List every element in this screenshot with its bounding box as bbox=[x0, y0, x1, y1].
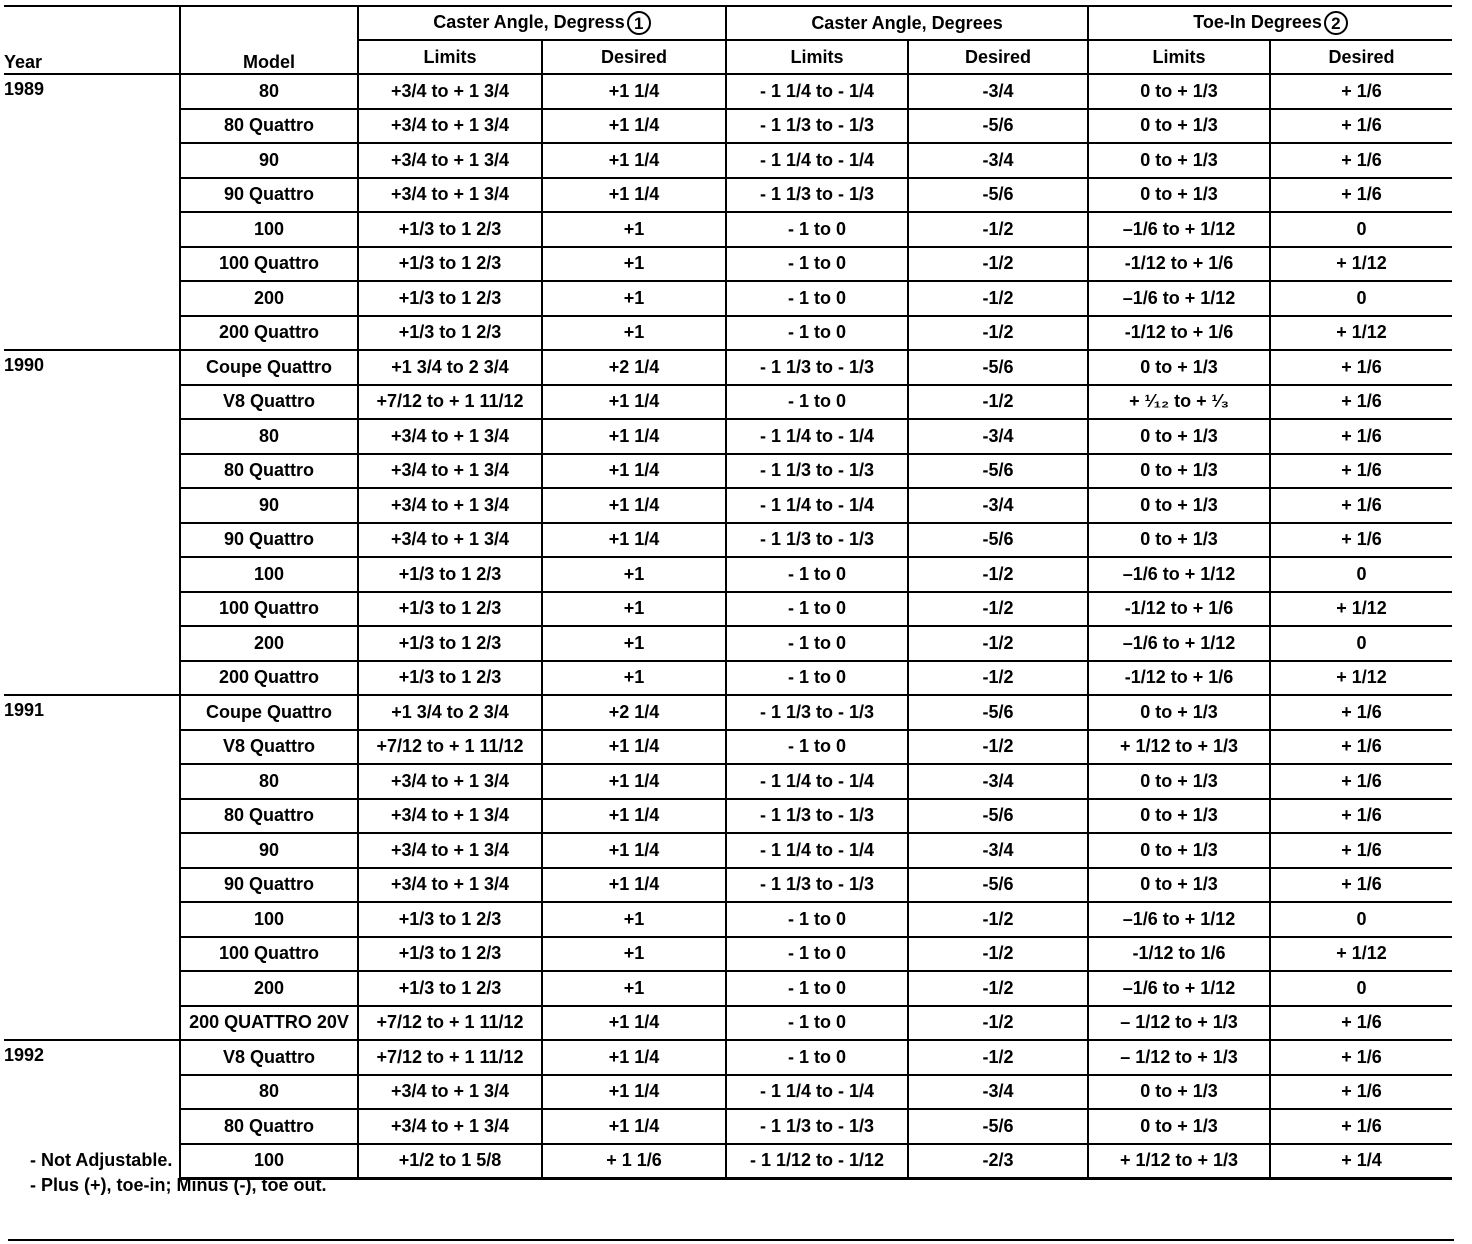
table-row bbox=[4, 419, 1452, 454]
caster-2-desired-cell: -1/2 bbox=[908, 385, 1088, 420]
caster-2-desired-cell: -1/2 bbox=[908, 1040, 1088, 1075]
caster-2-limits-cell: - 1 1/4 to - 1/4 bbox=[726, 419, 908, 454]
toe-in-desired-cell: + 1/6 bbox=[1270, 74, 1452, 109]
caster-1-limits-cell: +7/12 to + 1 11/12 bbox=[358, 730, 542, 765]
toe-in-desired-cell: + 1/6 bbox=[1270, 868, 1452, 903]
caster-2-desired-cell: -5/6 bbox=[908, 868, 1088, 903]
model-cell: 100 bbox=[180, 212, 358, 247]
caster-2-desired-cell: -5/6 bbox=[908, 350, 1088, 385]
caster-2-desired-cell: -5/6 bbox=[908, 178, 1088, 213]
table-row bbox=[4, 1109, 1452, 1144]
footnotes bbox=[30, 1148, 326, 1198]
caster-1-desired-cell: +1 1/4 bbox=[542, 1006, 726, 1041]
toe-in-limits-cell: 0 to + 1/3 bbox=[1088, 419, 1270, 454]
caster-1-limits-cell: +3/4 to + 1 3/4 bbox=[358, 454, 542, 489]
toe-in-desired-cell: 0 bbox=[1270, 971, 1452, 1006]
caster-2-limits-cell: - 1 1/3 to - 1/3 bbox=[726, 868, 908, 903]
model-cell: 80 bbox=[180, 764, 358, 799]
toe-in-limits-cell: + 1/12 to + 1/3 bbox=[1088, 730, 1270, 765]
caster-2-limits-cell: - 1 1/3 to - 1/3 bbox=[726, 350, 908, 385]
caster-1-limits-cell: +7/12 to + 1 11/12 bbox=[358, 385, 542, 420]
model-cell: 200 Quattro bbox=[180, 661, 358, 696]
caster-1-limits-cell: +3/4 to + 1 3/4 bbox=[358, 1075, 542, 1110]
caster-2-desired-cell: -5/6 bbox=[908, 695, 1088, 730]
toe-in-limits-cell: –1/6 to + 1/12 bbox=[1088, 557, 1270, 592]
toe-in-desired-cell: + 1/12 bbox=[1270, 316, 1452, 351]
model-cell: 90 Quattro bbox=[180, 178, 358, 213]
toe-in-desired-cell: + 1/6 bbox=[1270, 695, 1452, 730]
toe-in-desired-cell: 0 bbox=[1270, 281, 1452, 316]
caster-1-desired-cell: +1 bbox=[542, 557, 726, 592]
year-header: Year bbox=[4, 6, 180, 74]
toe-in-limits-cell: 0 to + 1/3 bbox=[1088, 178, 1270, 213]
caster-2-limits-cell: - 1 to 0 bbox=[726, 661, 908, 696]
toe-in-limits-cell: 0 to + 1/3 bbox=[1088, 1075, 1270, 1110]
toe-in-desired-cell: + 1/6 bbox=[1270, 799, 1452, 834]
toe-in-desired-cell: 0 bbox=[1270, 902, 1452, 937]
caster-1-desired-cell: +1 bbox=[542, 316, 726, 351]
caster-1-limits-cell: +1/3 to 1 2/3 bbox=[358, 247, 542, 282]
toe-in-desired-cell: + 1/6 bbox=[1270, 1109, 1452, 1144]
model-cell: V8 Quattro bbox=[180, 385, 358, 420]
toe-in-limits-cell: 0 to + 1/3 bbox=[1088, 454, 1270, 489]
caster-1-limits-cell: +1/3 to 1 2/3 bbox=[358, 557, 542, 592]
caster-2-limits-cell: - 1 1/4 to - 1/4 bbox=[726, 143, 908, 178]
model-cell: 90 Quattro bbox=[180, 523, 358, 558]
toe-in-limits-cell: 0 to + 1/3 bbox=[1088, 868, 1270, 903]
model-cell: V8 Quattro bbox=[180, 730, 358, 765]
table-row bbox=[4, 212, 1452, 247]
caster-2-limits-cell: - 1 to 0 bbox=[726, 971, 908, 1006]
caster-2-limits-cell: - 1 1/4 to - 1/4 bbox=[726, 833, 908, 868]
caster-1-limits-cell: +3/4 to + 1 3/4 bbox=[358, 1109, 542, 1144]
caster-1-desired-cell: +1 1/4 bbox=[542, 178, 726, 213]
caster-2-limits-cell: - 1 to 0 bbox=[726, 1040, 908, 1075]
caster-2-desired-cell: -1/2 bbox=[908, 212, 1088, 247]
caster-2-limits-cell: - 1 to 0 bbox=[726, 557, 908, 592]
model-cell: 80 Quattro bbox=[180, 454, 358, 489]
caster-1-limits-cell: +3/4 to + 1 3/4 bbox=[358, 833, 542, 868]
table-row bbox=[4, 868, 1452, 903]
year-label: 1989 bbox=[4, 79, 45, 99]
caster-2-limits-cell: - 1 to 0 bbox=[726, 385, 908, 420]
caster-1-limits-cell: +3/4 to + 1 3/4 bbox=[358, 868, 542, 903]
caster-1-desired-cell: +1 bbox=[542, 592, 726, 627]
toe-in-desired-cell: + 1/6 bbox=[1270, 454, 1452, 489]
toe-in-desired-cell: + 1/12 bbox=[1270, 661, 1452, 696]
model-cell: 100 bbox=[180, 1144, 358, 1179]
toe-in-limits-cell: + ¹⁄₁₂ to + ¹⁄₃ bbox=[1088, 385, 1270, 420]
desired-header: Desired bbox=[908, 40, 1088, 74]
model-cell: 90 bbox=[180, 833, 358, 868]
toe-in-limits-cell: -1/12 to + 1/6 bbox=[1088, 316, 1270, 351]
caster-1-desired-cell: +1 1/4 bbox=[542, 799, 726, 834]
model-cell: 200 bbox=[180, 281, 358, 316]
caster-1-desired-cell: +1 1/4 bbox=[542, 868, 726, 903]
model-cell: Coupe Quattro bbox=[180, 350, 358, 385]
caster-2-limits-cell: - 1 to 0 bbox=[726, 247, 908, 282]
toe-in-limits-cell: 0 to + 1/3 bbox=[1088, 488, 1270, 523]
caster-2-desired-cell: -3/4 bbox=[908, 1075, 1088, 1110]
table-row bbox=[4, 1075, 1452, 1110]
caster-2-desired-cell: -1/2 bbox=[908, 937, 1088, 972]
table-row bbox=[4, 316, 1452, 351]
caster-1-limits-cell: +1/3 to 1 2/3 bbox=[358, 971, 542, 1006]
caster-1-limits-cell: +1/3 to 1 2/3 bbox=[358, 661, 542, 696]
toe-in-limits-cell: –1/6 to + 1/12 bbox=[1088, 626, 1270, 661]
caster-1-limits-cell: +1/3 to 1 2/3 bbox=[358, 592, 542, 627]
table-row bbox=[4, 488, 1452, 523]
toe-in-limits-cell: 0 to + 1/3 bbox=[1088, 833, 1270, 868]
model-cell: 200 bbox=[180, 971, 358, 1006]
toe-in-limits-cell: 0 to + 1/3 bbox=[1088, 1109, 1270, 1144]
caster-1-desired-cell: +1 bbox=[542, 212, 726, 247]
caster-group-1-header: Caster Angle, Degress 1 bbox=[358, 6, 726, 40]
caster-2-desired-cell: -1/2 bbox=[908, 557, 1088, 592]
caster-1-desired-cell: +1 1/4 bbox=[542, 109, 726, 144]
limits-header: Limits bbox=[726, 40, 908, 74]
caster-2-limits-cell: - 1 1/3 to - 1/3 bbox=[726, 523, 908, 558]
table-row bbox=[4, 661, 1452, 696]
toe-in-limits-cell: – 1/12 to + 1/3 bbox=[1088, 1040, 1270, 1075]
caster-1-limits-cell: +1/3 to 1 2/3 bbox=[358, 626, 542, 661]
caster-1-desired-cell: +1 1/4 bbox=[542, 730, 726, 765]
caster-1-desired-cell: +1 1/4 bbox=[542, 488, 726, 523]
model-cell: 90 bbox=[180, 143, 358, 178]
caster-2-limits-cell: - 1 to 0 bbox=[726, 1006, 908, 1041]
model-cell: 100 bbox=[180, 557, 358, 592]
toe-in-desired-cell: + 1/6 bbox=[1270, 1006, 1452, 1041]
caster-2-desired-cell: -3/4 bbox=[908, 143, 1088, 178]
caster-1-limits-cell: +1/3 to 1 2/3 bbox=[358, 281, 542, 316]
caster-2-limits-cell: - 1 1/4 to - 1/4 bbox=[726, 74, 908, 109]
model-header: Model bbox=[180, 6, 358, 74]
footnote-marker-1: 1 bbox=[627, 11, 651, 35]
toe-in-desired-cell: + 1/6 bbox=[1270, 488, 1452, 523]
table-row bbox=[4, 385, 1452, 420]
caster-2-limits-cell: - 1 to 0 bbox=[726, 730, 908, 765]
caster-2-limits-cell: - 1 to 0 bbox=[726, 316, 908, 351]
toe-in-desired-cell: + 1/6 bbox=[1270, 419, 1452, 454]
caster-2-desired-cell: -1/2 bbox=[908, 316, 1088, 351]
table-row bbox=[4, 350, 1452, 385]
model-cell: 90 bbox=[180, 488, 358, 523]
table-row bbox=[4, 799, 1452, 834]
caster-1-desired-cell: +1 1/4 bbox=[542, 523, 726, 558]
toe-in-limits-cell: -1/12 to + 1/6 bbox=[1088, 592, 1270, 627]
toe-in-desired-cell: + 1/6 bbox=[1270, 730, 1452, 765]
toe-in-desired-cell: + 1/12 bbox=[1270, 247, 1452, 282]
table-row bbox=[4, 902, 1452, 937]
alignment-spec-table bbox=[4, 5, 1452, 1180]
caster-2-limits-cell: - 1 1/12 to - 1/12 bbox=[726, 1144, 908, 1179]
caster-2-limits-cell: - 1 to 0 bbox=[726, 592, 908, 627]
table-row bbox=[4, 178, 1452, 213]
model-cell: 100 Quattro bbox=[180, 592, 358, 627]
caster-2-desired-cell: -5/6 bbox=[908, 799, 1088, 834]
toe-in-desired-cell: + 1/6 bbox=[1270, 178, 1452, 213]
model-cell: 80 bbox=[180, 419, 358, 454]
caster-1-limits-cell: +1/3 to 1 2/3 bbox=[358, 937, 542, 972]
model-cell: 80 Quattro bbox=[180, 799, 358, 834]
toe-in-desired-cell: + 1/6 bbox=[1270, 109, 1452, 144]
table-row bbox=[4, 833, 1452, 868]
toe-in-limits-cell: –1/6 to + 1/12 bbox=[1088, 212, 1270, 247]
toe-in-limits-cell: –1/6 to + 1/12 bbox=[1088, 902, 1270, 937]
caster-1-desired-cell: +1 1/4 bbox=[542, 1040, 726, 1075]
caster-2-limits-cell: - 1 1/3 to - 1/3 bbox=[726, 695, 908, 730]
caster-1-desired-cell: +1 bbox=[542, 281, 726, 316]
table-row bbox=[4, 695, 1452, 730]
caster-2-desired-cell: -1/2 bbox=[908, 730, 1088, 765]
model-cell: 80 Quattro bbox=[180, 1109, 358, 1144]
caster-2-limits-cell: - 1 1/3 to - 1/3 bbox=[726, 109, 908, 144]
caster-1-limits-cell: +1/3 to 1 2/3 bbox=[358, 902, 542, 937]
caster-2-limits-cell: - 1 1/4 to - 1/4 bbox=[726, 1075, 908, 1110]
year-label: 1991 bbox=[4, 700, 45, 720]
caster-1-desired-cell: +1 bbox=[542, 626, 726, 661]
caster-1-desired-cell: +1 bbox=[542, 971, 726, 1006]
toe-in-desired-cell: 0 bbox=[1270, 212, 1452, 247]
caster-1-desired-cell: +1 bbox=[542, 937, 726, 972]
toe-in-desired-cell: + 1/4 bbox=[1270, 1144, 1452, 1179]
caster-1-limits-cell: +3/4 to + 1 3/4 bbox=[358, 764, 542, 799]
desired-header: Desired bbox=[542, 40, 726, 74]
caster-2-desired-cell: -5/6 bbox=[908, 109, 1088, 144]
caster-2-desired-cell: -1/2 bbox=[908, 971, 1088, 1006]
table-row bbox=[4, 937, 1452, 972]
year-cell bbox=[4, 350, 180, 695]
caster-1-limits-cell: +3/4 to + 1 3/4 bbox=[358, 74, 542, 109]
toe-in-desired-cell: 0 bbox=[1270, 626, 1452, 661]
caster-2-desired-cell: -5/6 bbox=[908, 454, 1088, 489]
caster-1-limits-cell: +1/3 to 1 2/3 bbox=[358, 212, 542, 247]
caster-1-desired-cell: +1 bbox=[542, 902, 726, 937]
table-row bbox=[4, 454, 1452, 489]
caster-2-limits-cell: - 1 1/4 to - 1/4 bbox=[726, 488, 908, 523]
caster-2-desired-cell: -3/4 bbox=[908, 419, 1088, 454]
toe-in-desired-cell: + 1/6 bbox=[1270, 1040, 1452, 1075]
caster-1-limits-cell: +3/4 to + 1 3/4 bbox=[358, 523, 542, 558]
caster-2-limits-cell: - 1 1/4 to - 1/4 bbox=[726, 764, 908, 799]
desired-header: Desired bbox=[1328, 46, 1395, 67]
caster-2-desired-cell: -5/6 bbox=[908, 523, 1088, 558]
toe-in-limits-cell: + 1/12 to + 1/3 bbox=[1088, 1144, 1270, 1179]
caster-1-desired-cell: +1 1/4 bbox=[542, 1075, 726, 1110]
toe-in-limits-cell: 0 to + 1/3 bbox=[1088, 74, 1270, 109]
caster-1-desired-cell: +1 1/4 bbox=[542, 385, 726, 420]
toe-in-limits-cell: –1/6 to + 1/12 bbox=[1088, 281, 1270, 316]
caster-1-limits-cell: +3/4 to + 1 3/4 bbox=[358, 109, 542, 144]
toe-in-limits-cell: -1/12 to + 1/6 bbox=[1088, 247, 1270, 282]
caster-group-2-header: Caster Angle, Degrees bbox=[726, 6, 1088, 40]
caster-1-limits-cell: +1/3 to 1 2/3 bbox=[358, 316, 542, 351]
toe-in-limits-cell: 0 to + 1/3 bbox=[1088, 764, 1270, 799]
toe-in-desired-cell: 0 bbox=[1270, 557, 1452, 592]
toe-in-desired-cell: + 1/6 bbox=[1270, 1075, 1452, 1110]
caster-2-limits-cell: - 1 1/3 to - 1/3 bbox=[726, 178, 908, 213]
caster-2-limits-cell: - 1 to 0 bbox=[726, 626, 908, 661]
bottom-rule bbox=[8, 1239, 1454, 1241]
toe-in-limits-cell: 0 to + 1/3 bbox=[1088, 523, 1270, 558]
toe-in-desired-cell: + 1/6 bbox=[1270, 350, 1452, 385]
toe-in-limits-cell: 0 to + 1/3 bbox=[1088, 695, 1270, 730]
caster-1-limits-cell: +1/2 to 1 5/8 bbox=[358, 1144, 542, 1179]
toe-in-desired-cell: + 1/6 bbox=[1270, 523, 1452, 558]
caster-2-limits-cell: - 1 1/3 to - 1/3 bbox=[726, 454, 908, 489]
year-label: 1990 bbox=[4, 355, 45, 375]
caster-1-desired-cell: +1 1/4 bbox=[542, 74, 726, 109]
table-body bbox=[4, 74, 1452, 1179]
limits-header: Limits bbox=[1088, 40, 1270, 74]
caster-2-desired-cell: -1/2 bbox=[908, 247, 1088, 282]
caster-1-desired-cell: +1 1/4 bbox=[542, 1109, 726, 1144]
toe-in-limits-cell: 0 to + 1/3 bbox=[1088, 109, 1270, 144]
caster-2-limits-cell: - 1 1/3 to - 1/3 bbox=[726, 799, 908, 834]
caster-2-desired-cell: -1/2 bbox=[908, 661, 1088, 696]
model-cell: 80 bbox=[180, 74, 358, 109]
caster-1-limits-cell: +3/4 to + 1 3/4 bbox=[358, 178, 542, 213]
toe-in-limits-cell: –1/6 to + 1/12 bbox=[1088, 971, 1270, 1006]
caster-2-desired-cell: -1/2 bbox=[908, 626, 1088, 661]
year-cell bbox=[4, 74, 180, 350]
caster-1-desired-cell: +2 1/4 bbox=[542, 350, 726, 385]
caster-2-desired-cell: -1/2 bbox=[908, 281, 1088, 316]
toe-in-desired-cell: + 1/6 bbox=[1270, 143, 1452, 178]
caster-1-desired-cell: +1 1/4 bbox=[542, 454, 726, 489]
toe-in-limits-cell: -1/12 to + 1/6 bbox=[1088, 661, 1270, 696]
caster-2-desired-cell: -3/4 bbox=[908, 488, 1088, 523]
limits-header: Limits bbox=[358, 40, 542, 74]
model-cell: 100 bbox=[180, 902, 358, 937]
caster-2-limits-cell: - 1 to 0 bbox=[726, 281, 908, 316]
model-cell: V8 Quattro bbox=[180, 1040, 358, 1075]
caster-2-desired-cell: -1/2 bbox=[908, 902, 1088, 937]
table-row bbox=[4, 764, 1452, 799]
table-row bbox=[4, 281, 1452, 316]
caster-2-desired-cell: -3/4 bbox=[908, 74, 1088, 109]
caster-1-limits-cell: +7/12 to + 1 11/12 bbox=[358, 1006, 542, 1041]
caster-1-limits-cell: +1 3/4 to 2 3/4 bbox=[358, 350, 542, 385]
table-row bbox=[4, 557, 1452, 592]
table-row bbox=[4, 971, 1452, 1006]
toe-in-limits-cell: -1/12 to 1/6 bbox=[1088, 937, 1270, 972]
model-cell: 80 Quattro bbox=[180, 109, 358, 144]
model-cell: 90 Quattro bbox=[180, 868, 358, 903]
footnote-marker-2: 2 bbox=[1324, 11, 1348, 35]
toe-in-desired-cell: + 1/12 bbox=[1270, 592, 1452, 627]
table-row bbox=[4, 592, 1452, 627]
table-header bbox=[4, 6, 1452, 74]
caster-2-limits-cell: - 1 1/3 to - 1/3 bbox=[726, 1109, 908, 1144]
caster-2-limits-cell: - 1 to 0 bbox=[726, 902, 908, 937]
table-row bbox=[4, 626, 1452, 661]
table-row bbox=[4, 523, 1452, 558]
caster-2-desired-cell: -1/2 bbox=[908, 592, 1088, 627]
caster-1-desired-cell: + 1 1/6 bbox=[542, 1144, 726, 1179]
caster-1-desired-cell: +1 bbox=[542, 661, 726, 696]
caster-1-limits-cell: +1 3/4 to 2 3/4 bbox=[358, 695, 542, 730]
caster-2-limits-cell: - 1 to 0 bbox=[726, 937, 908, 972]
caster-2-desired-cell: -5/6 bbox=[908, 1109, 1088, 1144]
caster-1-limits-cell: +3/4 to + 1 3/4 bbox=[358, 419, 542, 454]
caster-2-limits-cell: - 1 to 0 bbox=[726, 212, 908, 247]
toe-in-desired-cell: + 1/12 bbox=[1270, 937, 1452, 972]
caster-2-desired-cell: -1/2 bbox=[908, 1006, 1088, 1041]
caster-1-desired-cell: +1 1/4 bbox=[542, 764, 726, 799]
footnote-not-adjustable: - Not Adjustable. bbox=[30, 1150, 173, 1170]
caster-1-limits-cell: +7/12 to + 1 11/12 bbox=[358, 1040, 542, 1075]
caster-1-limits-cell: +3/4 to + 1 3/4 bbox=[358, 488, 542, 523]
caster-2-desired-cell: -3/4 bbox=[908, 833, 1088, 868]
table-row bbox=[4, 1006, 1452, 1041]
year-label: 1992 bbox=[4, 1045, 45, 1065]
caster-1-desired-cell: +1 1/4 bbox=[542, 143, 726, 178]
toe-in-desired-cell: + 1/6 bbox=[1270, 764, 1452, 799]
table-row bbox=[4, 143, 1452, 178]
toe-in-limits-cell: 0 to + 1/3 bbox=[1088, 799, 1270, 834]
caster-1-desired-cell: +1 1/4 bbox=[542, 419, 726, 454]
toe-in-desired-cell: + 1/6 bbox=[1270, 833, 1452, 868]
toe-in-limits-cell: 0 to + 1/3 bbox=[1088, 350, 1270, 385]
caster-1-limits-cell: +3/4 to + 1 3/4 bbox=[358, 143, 542, 178]
model-cell: 200 bbox=[180, 626, 358, 661]
caster-1-desired-cell: +2 1/4 bbox=[542, 695, 726, 730]
model-cell: 100 Quattro bbox=[180, 937, 358, 972]
caster-1-desired-cell: +1 bbox=[542, 247, 726, 282]
caster-2-desired-cell: -3/4 bbox=[908, 764, 1088, 799]
model-cell: 200 Quattro bbox=[180, 316, 358, 351]
year-cell bbox=[4, 695, 180, 1040]
caster-2-desired-cell: -2/3 bbox=[908, 1144, 1088, 1179]
model-cell: 200 QUATTRO 20V bbox=[180, 1006, 358, 1041]
toe-in-limits-cell: 0 to + 1/3 bbox=[1088, 143, 1270, 178]
table-row bbox=[4, 730, 1452, 765]
table-row bbox=[4, 109, 1452, 144]
table-row bbox=[4, 247, 1452, 282]
table-row bbox=[4, 74, 1452, 109]
model-cell: Coupe Quattro bbox=[180, 695, 358, 730]
caster-1-desired-cell: +1 1/4 bbox=[542, 833, 726, 868]
model-cell: 80 bbox=[180, 1075, 358, 1110]
toe-in-limits-cell: – 1/12 to + 1/3 bbox=[1088, 1006, 1270, 1041]
footnote-toe-sign: - Plus (+), toe-in; Minus (-), toe out. bbox=[30, 1175, 327, 1195]
table-row bbox=[4, 1040, 1452, 1075]
model-cell: 100 Quattro bbox=[180, 247, 358, 282]
toe-in-desired-cell: + 1/6 bbox=[1270, 385, 1452, 420]
toe-in-group-header: Toe-In Degrees 2 bbox=[1088, 6, 1452, 40]
caster-1-limits-cell: +3/4 to + 1 3/4 bbox=[358, 799, 542, 834]
